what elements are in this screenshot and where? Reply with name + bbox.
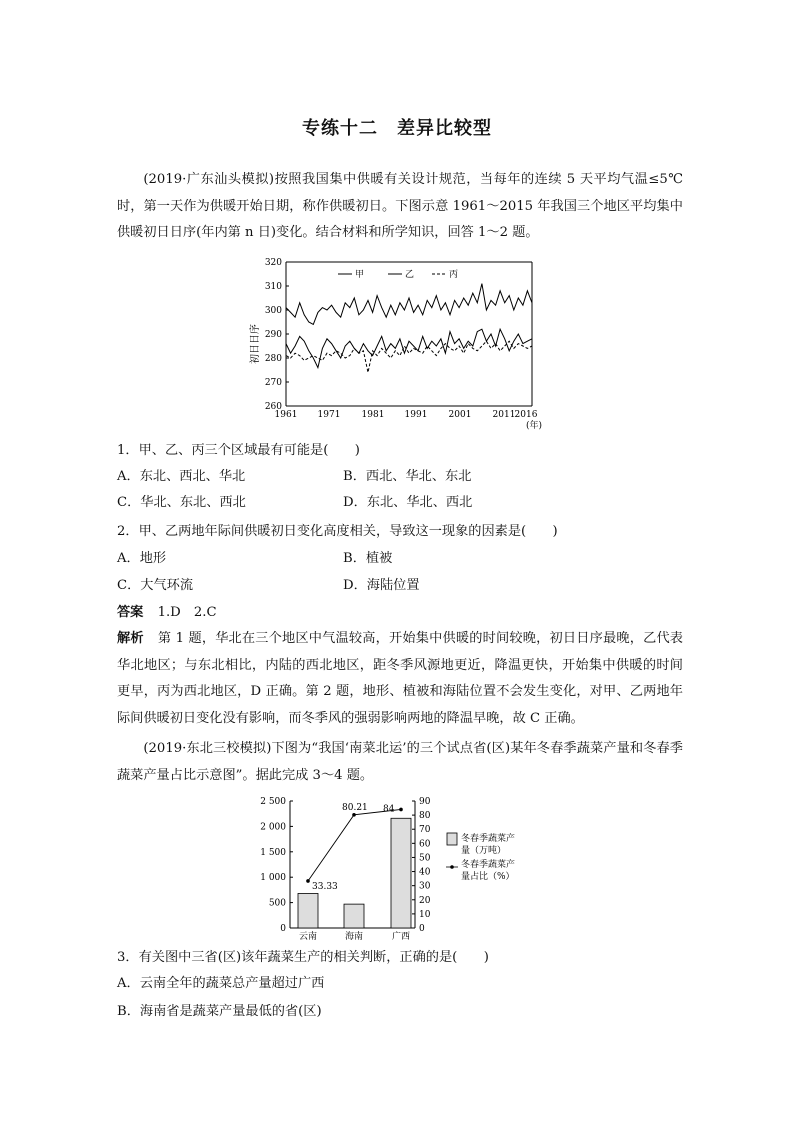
chart2-right-tick: 10 (419, 909, 431, 920)
chart2-right-tick: 20 (419, 895, 431, 906)
legend-yi: 乙 (405, 270, 415, 280)
q3-stem: 3．有关图中三省(区)该年蔬菜生产的相关判断，正确的是( ) (117, 950, 489, 965)
chart1-legend (338, 269, 458, 280)
q1-option-d[interactable]: D．东北、华北、西北 (343, 495, 473, 510)
chart2-left-tick: 2 500 (260, 797, 286, 807)
heating-start-line-chart (236, 254, 556, 434)
chart1-xtick: 1991 (404, 410, 428, 420)
chart2-category-label: 海南 (344, 932, 364, 942)
legend-jia: 甲 (355, 270, 365, 280)
bar-0 (298, 893, 318, 928)
legend-bar-label-2: 量（万吨） (461, 846, 507, 856)
q3-option-b[interactable]: B．海南省是蔬菜产量最低的省(区) (117, 1004, 322, 1019)
q2-option-b[interactable]: B．植被 (343, 551, 393, 566)
chart2-legend (446, 832, 515, 882)
chart2-left-tick: 1 000 (260, 873, 286, 884)
chart1-xtick: 1961 (274, 410, 298, 420)
chart1-ytick: 280 (264, 354, 282, 364)
vegetable-output-chart (250, 793, 550, 943)
answer-text: 1.D 2.C (157, 605, 217, 620)
share-point (399, 808, 403, 812)
q1-option-b[interactable]: B．西北、华北、东北 (343, 469, 472, 484)
analysis-text: 第 1 题，华北在三个地区中气温较高，开始集中供暖的时间较晚，初日日序最晚，乙代表华北地区；与东北相比，内陆的西北地区，距冬季风源地更近，降温更快，开始集中供暖的时间更早，丙为西北地区，D 正确。第 2 题，地形、植被和海陆位置不会发生变化，对甲、乙两地年际间供暖初日变化没有影响，而冬季风的强弱影响两地的降温早晚，故 C 正确。 (117, 631, 683, 726)
chart2-right-tick: 60 (419, 839, 431, 850)
chart1-xunit: (年) (526, 421, 543, 431)
chart2-left-tick: 2 000 (260, 822, 286, 833)
legend-bar-label-1: 冬春季蔬菜产 (461, 834, 516, 844)
chart1-ytick: 320 (264, 258, 282, 268)
share-data-label: 80.21 (342, 802, 368, 813)
page-title: 专练十二 差异比较型 (302, 118, 492, 139)
bar-1 (344, 904, 364, 928)
answer-label: 答案 (117, 605, 144, 620)
chart2-right-tick: 40 (419, 867, 431, 878)
intro-paragraph-2: (2019·东北三校模拟)下图为“我国‘南菜北运’的三个试点省(区)某年冬春季蔬菜产量和冬春季蔬菜产量占比示意图”。据此完成 3～4 题。 (117, 741, 683, 783)
chart2-category-label: 广西 (391, 932, 411, 942)
chart2-left-tick: 1 500 (260, 847, 286, 858)
chart1-xtick: 2016 (514, 410, 538, 420)
q1-option-c[interactable]: C．华北、东北、西北 (117, 495, 246, 510)
q1-stem: 1．甲、乙、丙三个区域最有可能是( ) (117, 443, 360, 458)
legend-line-label-2: 量占比（%） (461, 872, 515, 882)
q3-option-a[interactable]: A．云南全年的蔬菜总产量超过广西 (117, 976, 325, 991)
chart1-xtick: 1971 (317, 410, 341, 420)
chart1-ytick: 300 (264, 306, 282, 316)
chart1-ylabel: 初日日序 (250, 324, 261, 364)
q2-option-d[interactable]: D．海陆位置 (343, 578, 420, 593)
chart2-right-tick: 50 (419, 853, 431, 864)
chart2-right-tick: 0 (419, 924, 425, 934)
intro-paragraph-1: (2019·广东汕头模拟)按照我国集中供暖有关设计规范，当每年的连续 5 天平均气温≤5℃时，第一天作为供暖开始日期，称作供暖初日。下图示意 1961～2015 年我国三个地区平均集中供暖初日日序(年内第 n 日)变化。结合材料和所学知识，回答 1～2 题。 (117, 172, 683, 240)
chart2-right-tick: 70 (419, 825, 431, 836)
chart1-ytick: 270 (264, 378, 282, 388)
share-point (306, 879, 310, 883)
legend-line-label-1: 冬春季蔬菜产 (461, 860, 516, 870)
legend-bar-swatch (447, 833, 457, 845)
chart1-ytick: 310 (264, 282, 282, 292)
share-line (308, 809, 401, 881)
q2-option-c[interactable]: C．大气环流 (117, 578, 194, 593)
q2-stem: 2．甲、乙两地年际间供暖初日变化高度相关，导致这一现象的因素是( ) (117, 524, 558, 539)
legend-line-marker (450, 865, 454, 869)
chart2-category-label: 云南 (298, 932, 318, 942)
chart2-left-tick: 500 (268, 898, 286, 909)
share-data-label: 33.33 (312, 881, 338, 892)
q2-option-a[interactable]: A．地形 (117, 551, 167, 566)
share-point (352, 813, 356, 817)
legend-bing: 丙 (449, 270, 459, 280)
chart1-xtick: 2001 (448, 410, 472, 420)
chart2-right-tick: 80 (419, 811, 431, 822)
chart2-left-tick: 0 (280, 924, 286, 934)
analysis-paragraph (117, 626, 683, 732)
chart1-ytick: 290 (264, 330, 282, 340)
chart1-xtick: 2011 (492, 410, 516, 420)
answer-line (117, 603, 217, 623)
series-yi-line (286, 329, 532, 367)
chart1-axes (286, 262, 532, 406)
share-data-label: 84 (383, 804, 395, 815)
chart1-ytick: 260 (264, 402, 282, 412)
chart2-right-tick: 90 (419, 797, 431, 807)
bar-2 (391, 818, 411, 928)
series-jia-line (286, 284, 532, 325)
chart1-xtick: 1981 (361, 410, 385, 420)
q1-option-a[interactable]: A．东北、西北、华北 (117, 469, 246, 484)
chart2-right-tick: 30 (419, 881, 431, 892)
analysis-label: 解析 (117, 631, 144, 646)
